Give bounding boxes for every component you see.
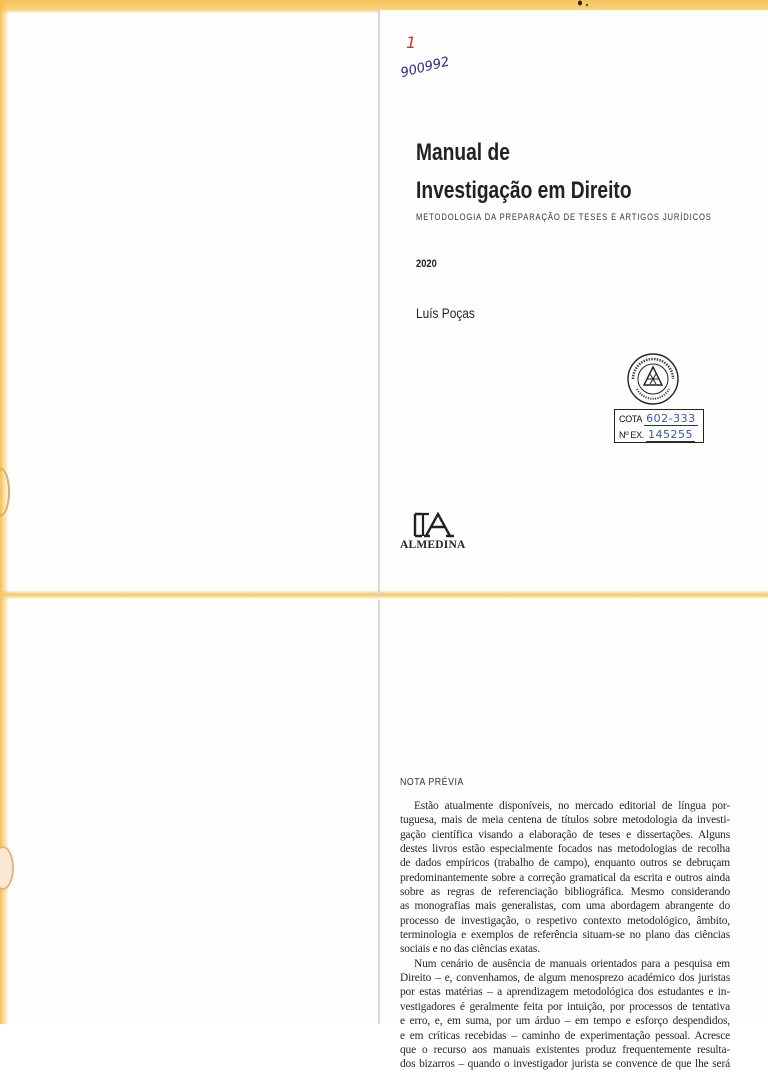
section-heading: NOTA PRÉVIA <box>400 777 464 788</box>
blank-left-page <box>8 12 374 594</box>
text-line: Direito – e, convenhamos, de algum menosprezo académico dos juristas <box>400 972 730 985</box>
text-line: tuguesa, mais de meia centena de títulos sobre metodologia da investi- <box>400 814 730 827</box>
text-line: destes livros estão especialmente focados nas metodologias de recolha <box>400 843 730 856</box>
handwritten-line-2: 900992 <box>399 54 451 82</box>
book-author: Luís Poças <box>416 305 475 321</box>
copy-number-value: 145255 <box>648 428 693 441</box>
nota-previa-body <box>400 799 730 1072</box>
text-line: por estas matérias – a aprendizagem metodológica dos estudantes e in- <box>400 986 730 999</box>
library-seal-stamp <box>626 352 680 406</box>
scan-mark <box>576 0 590 8</box>
book-subtitle: METODOLOGIA DA PREPARAÇÃO DE TESES E ARTIGOS JURÍDICOS <box>416 212 712 223</box>
blank-left-page-2 <box>8 598 374 1024</box>
book-title-line-2: Investigação em Direito <box>416 177 632 204</box>
text-line: vestigadores é geralmente feita por intuição, por processos de tentativa <box>400 1000 730 1013</box>
text-line: terminologia e exemplos de referência situam-se no plano das ciências <box>400 929 730 942</box>
title-page <box>380 10 768 594</box>
text-line: as monografias mais generalistas, com uma abordagem abrangente do <box>400 900 730 913</box>
text-line: dos bizarros – quando o investigador jurista se convence de que lhe será <box>400 1058 730 1071</box>
cota-value: 602-333 <box>646 412 696 425</box>
handwritten-line-1: 1 <box>406 33 417 52</box>
handwritten-accession-number <box>399 30 478 82</box>
text-line: processo de investigação, o respetivo contexto metodológico, âmbito, <box>400 914 730 927</box>
text-line: gação científica visando a elaboração de teses e dissertações. Alguns <box>400 828 730 841</box>
text-line: predominantemente sobre a correção gramatical da escrita e outros ainda <box>400 871 730 884</box>
text-line: Estão atualmente disponíveis, no mercado editorial de língua por- <box>414 800 730 812</box>
publication-year: 2020 <box>416 258 437 270</box>
text-line: de dados empíricos (trabalho de campo), enquanto outros se debruçam <box>400 857 730 870</box>
copy-number-row <box>619 428 695 442</box>
book-gutter <box>378 10 380 596</box>
text-line: Num cenário de ausência de manuais orientados para a pesquisa em <box>414 957 730 970</box>
cota-label: COTA <box>619 414 643 424</box>
text-line: que o recurso aos manuais existentes produz frequentemente resulta- <box>400 1043 730 1056</box>
book-title <box>416 134 632 210</box>
text-line: sobre as regras de referenciação bibliográfica. Mesmo considerando <box>400 886 730 899</box>
copy-number-label: Nº EX. <box>619 430 644 440</box>
text-line: e em críticas recebidas – caminho de experimentação pessoal. Acresce <box>400 1029 730 1042</box>
book-title-line-1: Manual de <box>416 139 510 166</box>
book-gutter-2 <box>378 600 380 1024</box>
text-line: sociais e no das ciências exatas. <box>400 943 540 956</box>
publisher-name: ALMEDINA <box>400 539 466 551</box>
text-line: e erro, e, em suma, por um árduo – em tempo e esforço despendidos, <box>400 1015 730 1028</box>
library-call-number-box <box>614 409 704 443</box>
publisher-logo-icon <box>412 512 458 538</box>
cota-row <box>619 412 698 426</box>
